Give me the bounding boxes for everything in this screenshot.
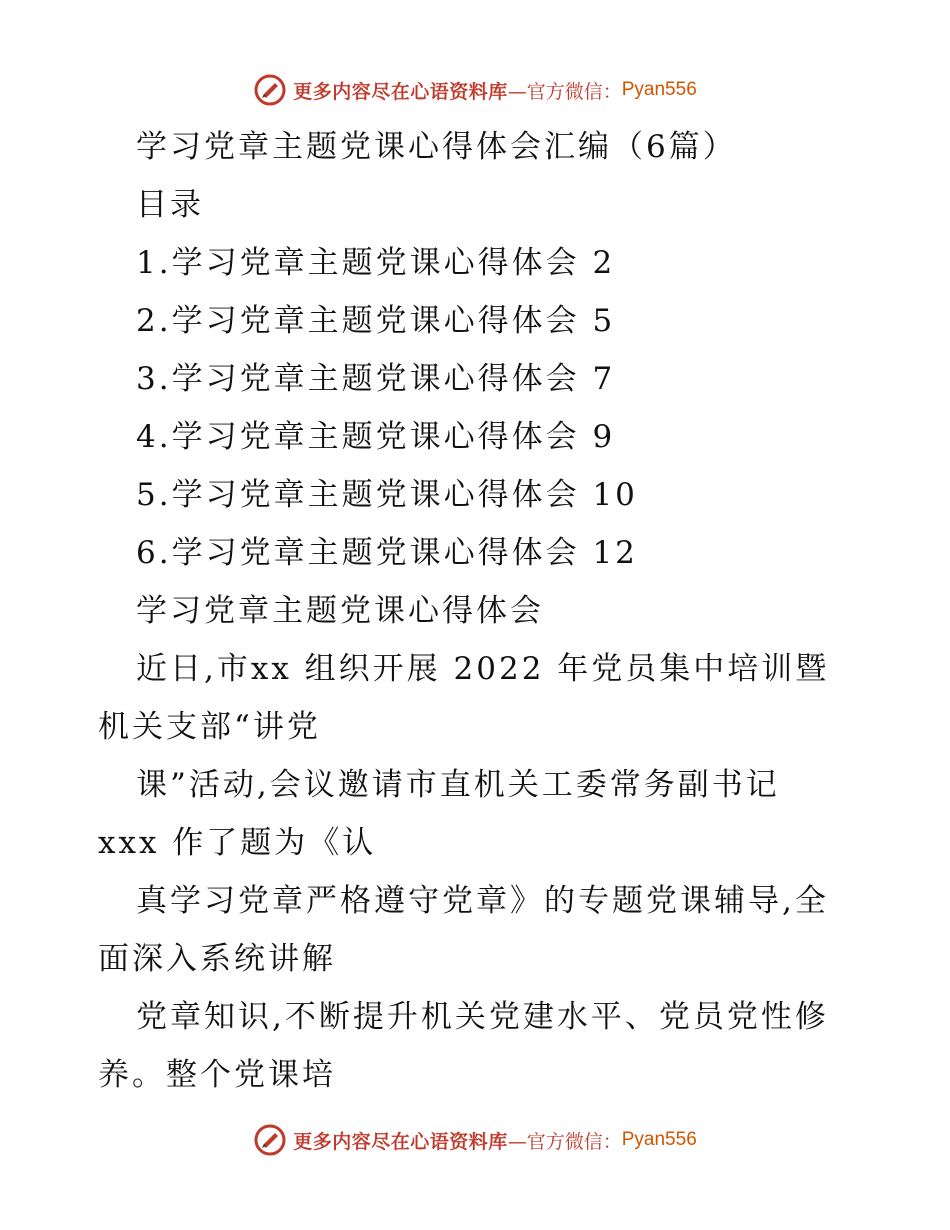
toc-item-page: 7 bbox=[592, 361, 616, 397]
banner-main-text: 更多内容尽在心语资料库 bbox=[293, 80, 508, 103]
toc-heading: 目录 bbox=[136, 187, 204, 223]
document-body bbox=[98, 118, 843, 1104]
banner-main-text: 更多内容尽在心语资料库 bbox=[293, 1130, 508, 1153]
banner-tail-text: —官方微信： bbox=[507, 1130, 622, 1153]
footer-banner bbox=[0, 1120, 950, 1160]
toc-item[interactable] bbox=[98, 524, 843, 582]
toc-item-label: 3.学习党章主题党课心得体会 bbox=[136, 361, 580, 397]
toc-item-page: 2 bbox=[592, 245, 616, 281]
body-text-line: 党章知识,不断提升机关党建水平、党员党性修 bbox=[136, 999, 829, 1035]
body-text-line: 真学习党章严格遵守党章》的专题党课辅导,全 bbox=[136, 883, 829, 919]
document-title: 学习党章主题党课心得体会汇编（6篇） bbox=[136, 129, 737, 165]
body-text-line: 面深入系统讲解 bbox=[98, 941, 336, 977]
toc-item-label: 4.学习党章主题党课心得体会 bbox=[136, 419, 580, 455]
body-text-line: 近日,市xx 组织开展 2022 年党员集中培训暨 bbox=[136, 651, 830, 687]
toc-item-label: 1.学习党章主题党课心得体会 bbox=[136, 245, 580, 281]
toc-item[interactable] bbox=[98, 292, 843, 350]
toc-item-page: 12 bbox=[592, 535, 638, 571]
section-heading: 学习党章主题党课心得体会 bbox=[136, 593, 544, 629]
toc-item[interactable] bbox=[98, 408, 843, 466]
body-text-line: 养。整个党课培 bbox=[98, 1057, 336, 1093]
body-text-line: 课”活动,会议邀请市直机关工委常务副书记 bbox=[136, 767, 780, 803]
toc-item[interactable] bbox=[98, 234, 843, 292]
banner-tail-text: —官方微信： bbox=[507, 80, 622, 103]
brand-logo-icon bbox=[253, 1123, 287, 1157]
toc-item[interactable] bbox=[98, 466, 843, 524]
toc-item-label: 5.学习党章主题党课心得体会 bbox=[136, 477, 580, 513]
toc-item-page: 9 bbox=[592, 419, 616, 455]
toc-item-label: 6.学习党章主题党课心得体会 bbox=[136, 535, 580, 571]
toc-item-label: 2.学习党章主题党课心得体会 bbox=[136, 303, 580, 339]
brand-logo-icon bbox=[253, 73, 287, 107]
toc-item-page: 5 bbox=[592, 303, 616, 339]
body-text-line: xxx 作了题为《认 bbox=[98, 825, 377, 861]
toc-item-page: 10 bbox=[592, 477, 638, 513]
banner-wechat-id: Pyan556 bbox=[621, 79, 697, 100]
toc-item[interactable] bbox=[98, 350, 843, 408]
body-text-line: 机关支部“讲党 bbox=[98, 709, 321, 745]
banner-wechat-id: Pyan556 bbox=[621, 1129, 697, 1150]
header-banner bbox=[0, 70, 950, 110]
